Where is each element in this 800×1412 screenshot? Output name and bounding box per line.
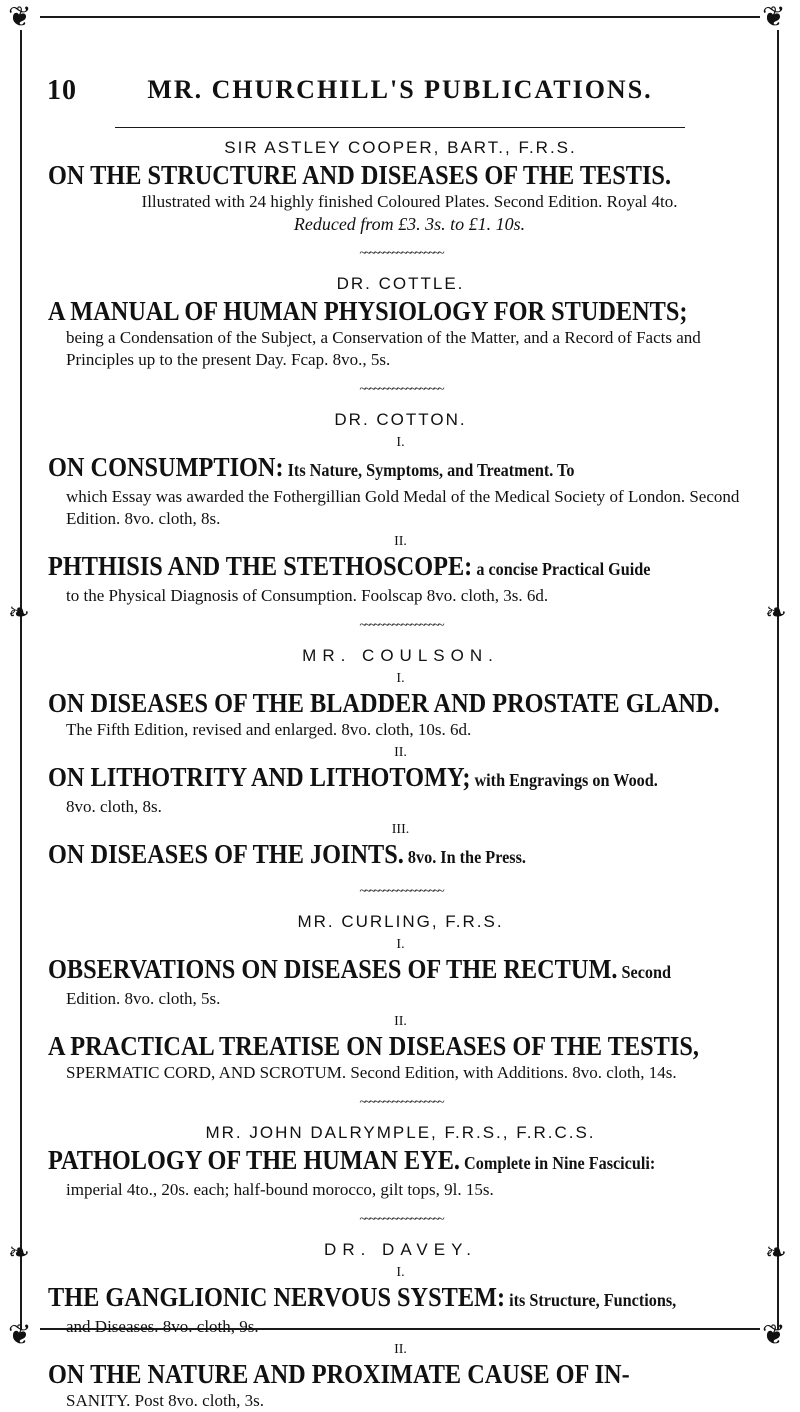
work-description: Edition. 8vo. cloth, 5s.	[66, 989, 221, 1008]
work-description: to the Physical Diagnosis of Consumption. Foolscap 8vo. cloth, 3s. 6d.	[66, 586, 549, 605]
author-heading: DR. DAVEY.	[324, 1240, 477, 1259]
author-heading: MR. JOHN DALRYMPLE, F.R.S., F.R.C.S.	[205, 1123, 596, 1142]
work-description: Illustrated with 24 highly finished Coloured Plates. Second Edition. Royal 4to.	[141, 192, 678, 211]
work-numeral: I.	[396, 937, 405, 952]
right-border-rule	[777, 30, 779, 1330]
work-numeral: I.	[396, 671, 405, 686]
work-description: SPERMATIC CORD, AND SCROTUM. Second Edition, with Additions. 8vo. cloth, 14s.	[66, 1063, 677, 1082]
work-title: A PRACTICAL TREATISE ON DISEASES OF THE TESTIS,	[48, 1031, 699, 1061]
author-heading: DR. COTTLE.	[336, 274, 465, 293]
running-title: MR. CHURCHILL'S PUBLICATIONS.	[147, 75, 653, 104]
work-title: PHTHISIS AND THE STETHOSCOPE: a concise Practical Guide	[48, 551, 651, 581]
wavy-separator-icon: ~~~~~~~~~~~~~~~~~~	[359, 1212, 442, 1227]
work-description: SANITY. Post 8vo. cloth, 3s.	[66, 1391, 265, 1410]
work-title: ON THE STRUCTURE AND DISEASES OF THE TESTIS.	[48, 160, 672, 190]
work-title: ON DISEASES OF THE BLADDER AND PROSTATE GLAND.	[48, 688, 720, 718]
wavy-separator-icon: ~~~~~~~~~~~~~~~~~~	[359, 1095, 442, 1110]
work-description: being a Condensation of the Subject, a Conservation of the Matter, and a Record of Facts and Principles up to the present Day. Fcap. 8vo., 5s.	[66, 328, 701, 369]
work-title: THE GANGLIONIC NERVOUS SYSTEM: its Structure, Functions,	[48, 1282, 677, 1312]
publication-list	[48, 137, 753, 1412]
author-heading: DR. COTTON.	[334, 410, 467, 429]
corner-ornament-icon: ❦	[8, 2, 32, 33]
wavy-separator-icon: ~~~~~~~~~~~~~~~~~~	[359, 884, 442, 899]
work-numeral: I.	[396, 1265, 405, 1280]
side-ornament-icon: ❧	[765, 598, 787, 627]
wavy-separator-icon: ~~~~~~~~~~~~~~~~~~	[359, 382, 442, 397]
corner-ornament-icon: ❦	[762, 2, 786, 33]
work-description: imperial 4to., 20s. each; half-bound morocco, gilt tops, 9l. 15s.	[66, 1180, 494, 1199]
work-numeral: II.	[394, 745, 407, 760]
work-numeral: II.	[394, 1342, 407, 1357]
work-numeral: III.	[391, 822, 410, 837]
price-note: Reduced from £3. 3s. to £1. 10s.	[293, 214, 526, 234]
page-number: 10	[47, 75, 77, 106]
work-title: OBSERVATIONS ON DISEASES OF THE RECTUM. Second	[48, 954, 672, 984]
work-description: and Diseases. 8vo. cloth, 9s.	[66, 1317, 259, 1336]
wavy-separator-icon: ~~~~~~~~~~~~~~~~~~	[359, 618, 442, 633]
corner-ornament-icon: ❦	[762, 1320, 786, 1351]
work-description: which Essay was awarded the Fothergillian Gold Medal of the Medical Society of London. Second Edition. 8vo. cloth, 8s.	[66, 487, 740, 528]
work-title: ON CONSUMPTION: Its Nature, Symptoms, and Treatment. To	[48, 452, 575, 482]
work-description: The Fifth Edition, revised and enlarged. 8vo. cloth, 10s. 6d.	[66, 720, 472, 739]
side-ornament-icon: ❧	[8, 1238, 30, 1267]
work-title: PATHOLOGY OF THE HUMAN EYE. Complete in Nine Fasciculi:	[48, 1145, 656, 1175]
work-numeral: II.	[394, 534, 407, 549]
corner-ornament-icon: ❦	[8, 1320, 32, 1351]
author-heading: SIR ASTLEY COOPER, BART., F.R.S.	[224, 138, 577, 157]
page-header	[0, 75, 800, 115]
work-numeral: II.	[394, 1014, 407, 1029]
left-border-rule	[20, 30, 22, 1330]
work-title: A MANUAL OF HUMAN PHYSIOLOGY FOR STUDENTS;	[48, 296, 688, 326]
side-ornament-icon: ❧	[765, 1238, 787, 1267]
side-ornament-icon: ❧	[8, 598, 30, 627]
work-title: ON DISEASES OF THE JOINTS. 8vo. In the Press.	[48, 839, 526, 869]
wavy-separator-icon: ~~~~~~~~~~~~~~~~~~	[359, 246, 442, 261]
work-title: ON THE NATURE AND PROXIMATE CAUSE OF IN-	[48, 1359, 630, 1389]
author-heading: MR. CURLING, F.R.S.	[297, 912, 504, 931]
work-description: 8vo. cloth, 8s.	[66, 797, 162, 816]
work-numeral: I.	[396, 435, 405, 450]
top-border-rule	[40, 16, 760, 18]
header-underline-rule	[115, 127, 685, 128]
author-heading: MR. COULSON.	[302, 646, 499, 665]
work-title: ON LITHOTRITY AND LITHOTOMY; with Engravings on Wood.	[48, 762, 658, 792]
